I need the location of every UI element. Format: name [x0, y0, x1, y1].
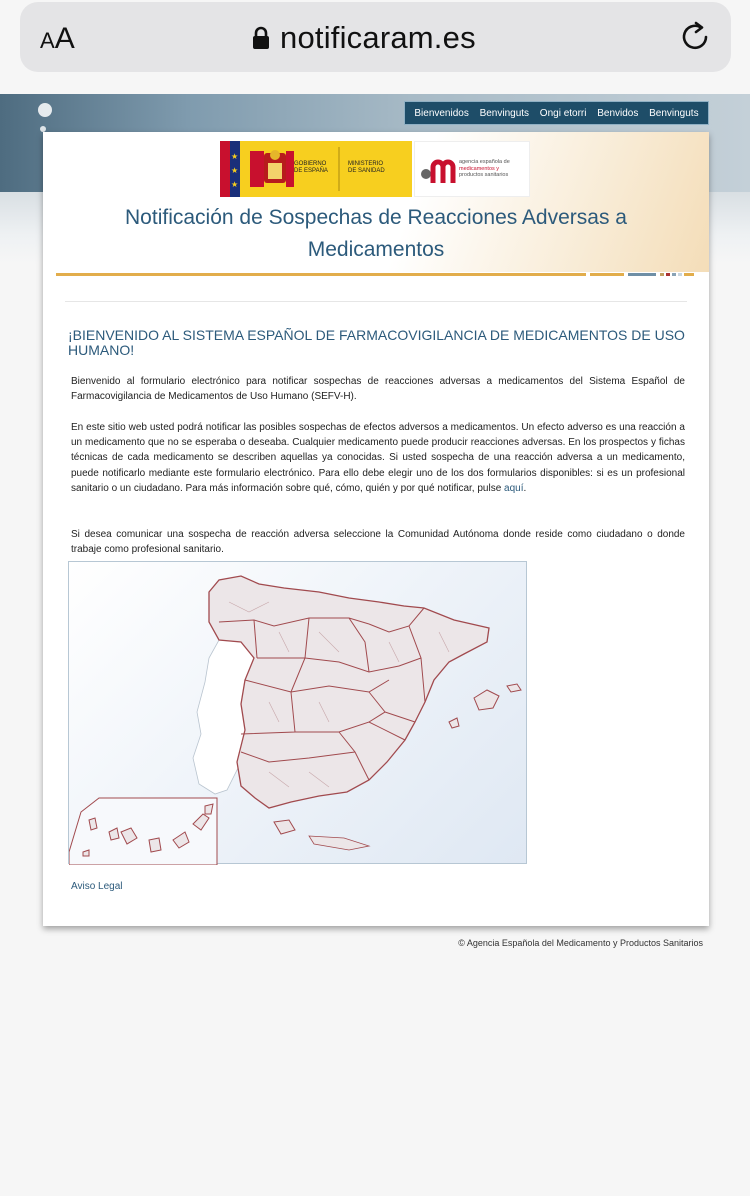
url-text[interactable]: notificaram.es [280, 20, 476, 55]
divider-gold [590, 273, 624, 276]
browser-toolbar [0, 0, 750, 94]
gobierno-logo[interactable] [220, 141, 412, 197]
gobierno-text: DE ESPAÑA [294, 168, 328, 174]
welcome-heading: ¡BIENVENIDO AL SISTEMA ESPAÑOL DE FARMACOVIGILANCIA DE MEDICAMENTOS DE USO HUMANO! [68, 327, 685, 358]
region-map [68, 561, 527, 864]
svg-text:★: ★ [231, 152, 239, 161]
gobierno-text: GOBIERNO [294, 161, 327, 167]
copyright-text: © Agencia Española del Medicamento y Productos Sanitarios [458, 938, 703, 948]
divider-dot [660, 273, 664, 276]
legal-notice-link[interactable]: Aviso Legal [71, 881, 123, 892]
separator [65, 301, 687, 302]
divider-dot [678, 273, 682, 276]
page-title: Notificación de Sospechas de Reacciones Adversas a Medicamentos [125, 206, 627, 261]
text-size-button[interactable]: AA [40, 22, 75, 55]
address-bar[interactable] [20, 2, 731, 72]
agencia-text: agencia española de [459, 159, 510, 165]
svg-text:★: ★ [231, 166, 239, 175]
info-text: En este sitio web usted podrá notificar las posibles sospechas de efectos adversos a medicamentos. Un efecto adverso es una reacción a un medicamento que no se esperaba o deseaba. Cualquier medicamento puede producir reacciones adversas. En los prospectos y fichas técnicas de cada medicamento se describen aquellas ya conocidas. Si usted sospecha de una reacción adversa a un medicamento, puede notificarlo mediante este formulario electrónico. Para ello debe elegir uno de los dos formularios disponibles: si es un profesional sanitario o un ciudadano. Para más información sobre qué, cómo, quién y por qué notificar, pulse [71, 422, 685, 494]
agencia-text: productos sanitarios [459, 172, 509, 178]
divider-blue [628, 273, 656, 276]
ministerio-text: MINISTERIO [348, 161, 384, 167]
lang-link-va[interactable]: Benvinguts [649, 107, 699, 119]
lock-icon [252, 26, 270, 50]
lang-link-eu[interactable]: Ongi etorri [539, 107, 587, 119]
divider-gold [56, 273, 586, 276]
baleares-region[interactable] [474, 690, 499, 710]
svg-text:★: ★ [231, 180, 239, 189]
lang-link-es[interactable]: Bienvenidos [414, 107, 469, 119]
ministerio-text: DE SANIDAD [348, 168, 385, 174]
reload-icon[interactable] [679, 20, 713, 54]
intro-paragraph: Bienvenido al formulario electrónico para notificar sospechas de reacciones adversas a medicamentos del Sistema Español de Farmacovigilancia de Medicamentos de Uso Humano (SEFV-H). [71, 376, 685, 403]
divider-dot [666, 273, 670, 276]
main-card [43, 132, 709, 926]
select-region-paragraph: Si desea comunicar una sospecha de reacción adversa seleccione la Comunidad Autónoma donde reside como ciudadano o donde trabaje como profesional sanitario. [71, 529, 685, 556]
lang-link-ca[interactable]: Benvinguts [479, 107, 530, 119]
info-text-end: . [523, 482, 527, 494]
divider-gold [684, 273, 694, 276]
lang-link-gl[interactable]: Benvidos [597, 107, 639, 119]
divider-dot [672, 273, 676, 276]
decorative-dot [38, 103, 52, 117]
more-info-link[interactable]: aquí [504, 482, 524, 494]
info-paragraph [71, 420, 685, 496]
aemps-logo[interactable] [414, 141, 530, 197]
agencia-text: medicamentos y [459, 165, 500, 172]
language-menu [404, 101, 709, 125]
